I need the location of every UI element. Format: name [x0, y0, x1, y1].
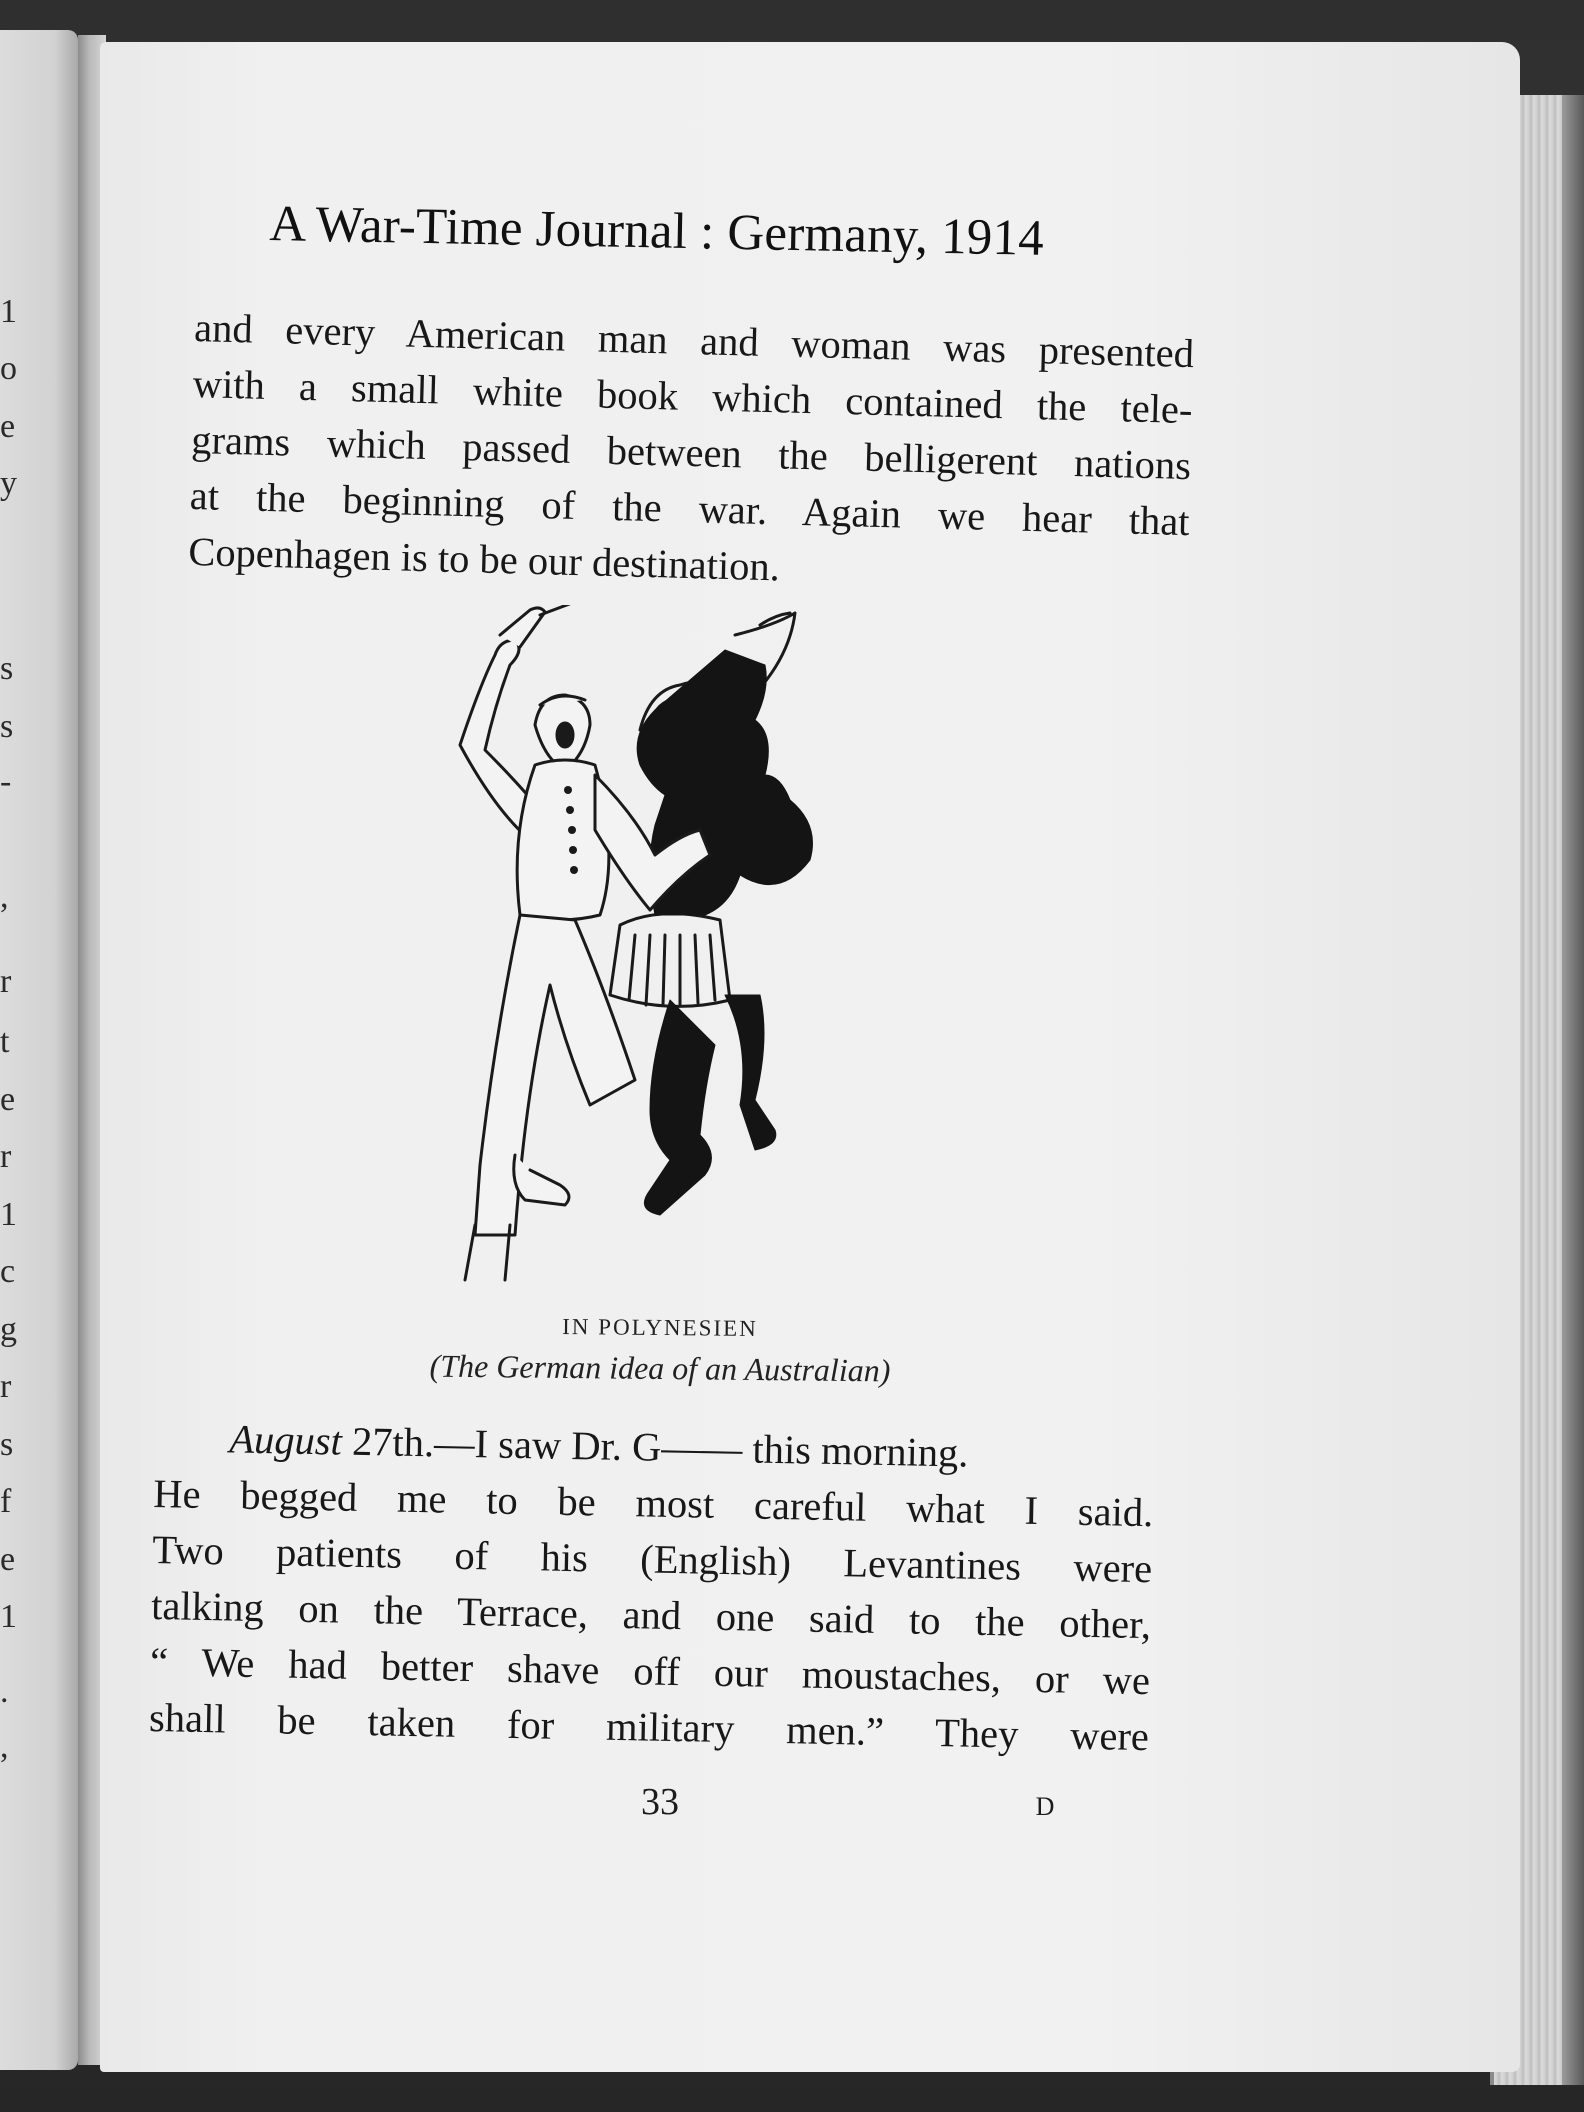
- left-page-fragment: -: [0, 763, 12, 800]
- left-page-fragment: e: [0, 408, 16, 445]
- left-page-fragment: y: [0, 465, 17, 502]
- left-page-fragment: 1: [0, 1598, 17, 1635]
- text-line: talking on the Terrace, and one said to the other,: [150, 1582, 1152, 1648]
- running-head: A War-Time Journal : Germany, 1914: [268, 195, 1045, 267]
- text-line: Copenhagen is to be our destination.: [187, 528, 781, 590]
- left-page-fragment: r: [0, 1138, 12, 1175]
- entry-date: August: [229, 1416, 343, 1464]
- cartoon-illustration: [440, 605, 940, 1305]
- left-page-fragment: t: [0, 1023, 10, 1060]
- bottom-paragraph: [149, 1410, 1155, 1765]
- left-page-fragment: ,: [0, 1728, 9, 1765]
- text-line: and every American man and woman was presented: [193, 304, 1195, 377]
- page-number: 33: [641, 1781, 679, 1823]
- left-page-fragment: e: [0, 1541, 16, 1578]
- left-page-fragment: e: [0, 1081, 16, 1118]
- text-line: with a small white book which contained the tele-: [192, 360, 1194, 433]
- text-line: Two patients of his (English) Levantines were: [151, 1526, 1153, 1592]
- left-page-fragment: f: [0, 1483, 12, 1520]
- left-page-fragment: s: [0, 1426, 14, 1463]
- left-page-fragment: s: [0, 650, 14, 687]
- left-page-fragment: r: [0, 1368, 12, 1405]
- text-line: shall be taken for military men.” They were: [148, 1694, 1150, 1760]
- illustration-caption-subtitle: (The German idea of an Australian): [429, 1347, 891, 1389]
- signature-mark: D: [1035, 1792, 1055, 1821]
- illustration-caption-title: IN POLYNESIEN: [562, 1313, 758, 1342]
- left-page-fragment: ,: [0, 878, 9, 915]
- text-line: at the beginning of the war. Again we hear that: [189, 472, 1191, 545]
- left-page-fragment: s: [0, 708, 14, 745]
- left-page-fragment: g: [0, 1311, 17, 1348]
- top-paragraph: [188, 300, 1195, 606]
- left-page-fragment: .: [0, 1673, 9, 1710]
- left-page-fragment: 1: [0, 1196, 17, 1233]
- left-page-fragment: 1: [0, 293, 17, 330]
- left-page-fragment: o: [0, 350, 17, 387]
- text-line: grams which passed between the belligerent nations: [190, 416, 1192, 489]
- entry-text: 27th.—I saw Dr. G—— this morning.: [351, 1418, 969, 1476]
- left-page-fragment: c: [0, 1253, 16, 1290]
- previous-page-edge: [0, 30, 78, 2070]
- left-page-fragment: r: [0, 963, 12, 1000]
- text-line: He begged me to be most careful what I said.: [152, 1470, 1154, 1536]
- text-line: “ We had better shave off our moustaches, or we: [149, 1638, 1151, 1704]
